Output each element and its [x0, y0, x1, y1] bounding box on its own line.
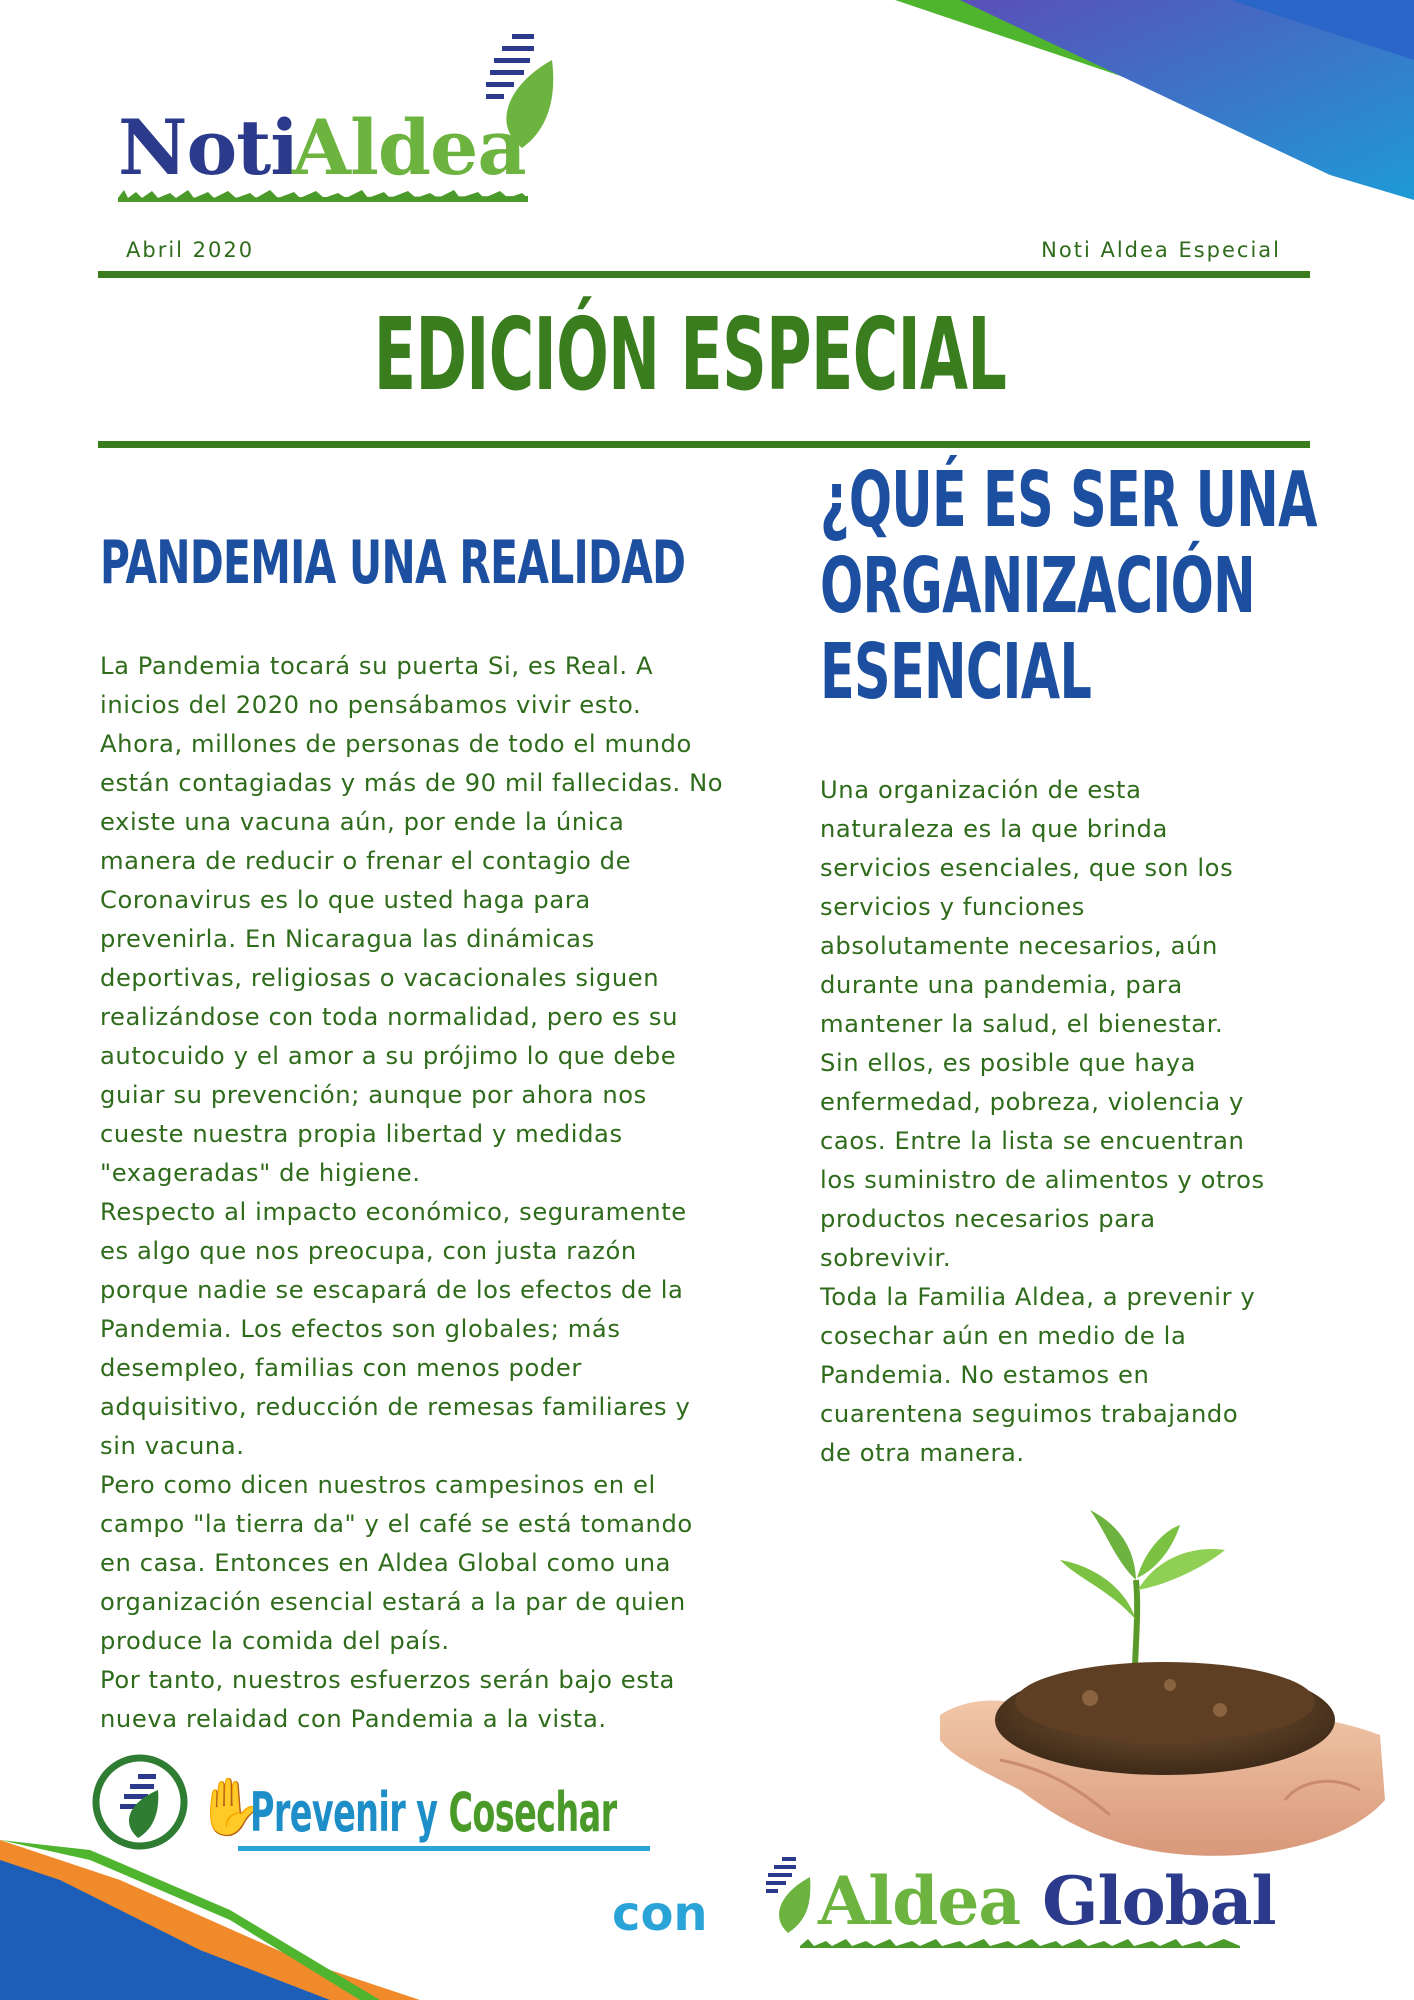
plant-in-hand-image	[940, 1470, 1390, 1860]
campaign-word2: Cosechar	[448, 1781, 617, 1844]
left-article-title: PANDEMIA UNA REALIDAD	[100, 528, 686, 598]
top-divider	[98, 271, 1310, 278]
campaign-title	[250, 1781, 617, 1844]
left-paragraph: La Pandemia tocará su puerta Si, es Real. A inicios del 2020 no pensábamos vivir esto. Ahora, millones de personas de todo el mundo están contagiadas y más de 90 mil fallecidas. No existe una vacuna aún, por ende la única manera de reducir o frenar el contagio de Coronavirus es lo que usted haga para prevenirla. En Nicaragua las dinámicas deportivas, religiosas o vacacionales siguen realizándose con toda normalidad, pero es su autocuido y el amor a su prójimo lo que debe guiar su prevención; aunque por ahora nos cueste nuestra propia libertad y medidas "exageradas" de higiene.	[100, 652, 724, 1187]
left-paragraph: Respecto al impacto económico, seguramente es algo que nos preocupa, con justa razón porque nadie se escapará de los efectos de la Pandemia. Los efectos son globales; más desempleo, familias con menos poder adquisitivo, reducción de remesas familiares y sin vacuna.	[100, 1198, 691, 1460]
campaign-underline	[238, 1846, 650, 1851]
right-title-line: ¿QUÉ ES SER UNA	[820, 456, 1317, 545]
con-label: con	[612, 1886, 708, 1942]
left-paragraph: Por tanto, nuestros esfuerzos serán bajo esta nueva relaidad con Pandemia a la vista.	[100, 1666, 675, 1733]
right-paragraph: Una organización de esta naturaleza es la que brinda servicios esenciales, que son los servicios y funciones absolutamente necesarios, aún durante una pandemia, para mantener la salud, el bienestar. Sin ellos, es posible que haya enfermedad, pobreza, violencia y caos. Entre la lista se encuentran los suministro de alimentos y otros productos necesarios para sobrevivir.	[820, 776, 1265, 1272]
headline-divider	[98, 441, 1310, 448]
aldea-leaf-icon	[758, 1855, 818, 1935]
campaign-word1: Prevenir y	[250, 1781, 438, 1844]
logo-noti-text: Noti	[118, 103, 299, 192]
right-article-body	[820, 771, 1400, 1473]
edition-label: Noti Aldea Especial	[1041, 238, 1281, 262]
global-word: Global	[1042, 1862, 1276, 1940]
left-paragraph: Pero como dicen nuestros campesinos en el campo "la tierra da" y el café se está tomando en casa. Entonces en Aldea Global como una organización esencial estará a la par de quien produce la comida del país.	[100, 1471, 693, 1655]
corner-decoration-bottom	[0, 1840, 420, 2000]
logo-aldea-text: Aldea	[292, 103, 526, 192]
right-paragraph: Toda la Familia Aldea, a prevenir y cosechar aún en medio de la Pandemia. No estamos en cuarentena seguimos trabajando de otra manera.	[820, 1283, 1256, 1467]
left-article-body	[100, 647, 800, 1739]
right-article-title	[820, 458, 1317, 717]
right-title-line: ESENCIAL	[820, 628, 1092, 718]
right-title-line: ORGANIZACIÓN	[820, 542, 1256, 632]
logo-grass-decoration	[118, 188, 528, 202]
aldea-word: Aldea	[818, 1862, 1021, 1940]
issue-date: Abril 2020	[126, 238, 255, 262]
aldea-grass-decoration	[800, 1938, 1240, 1948]
page-headline: EDICIÓN ESPECIAL	[373, 296, 1007, 413]
prevenir-logo-icon	[90, 1752, 190, 1852]
aldea-global-logo	[818, 1862, 1276, 1940]
hand-icon: ✋	[195, 1775, 265, 1840]
